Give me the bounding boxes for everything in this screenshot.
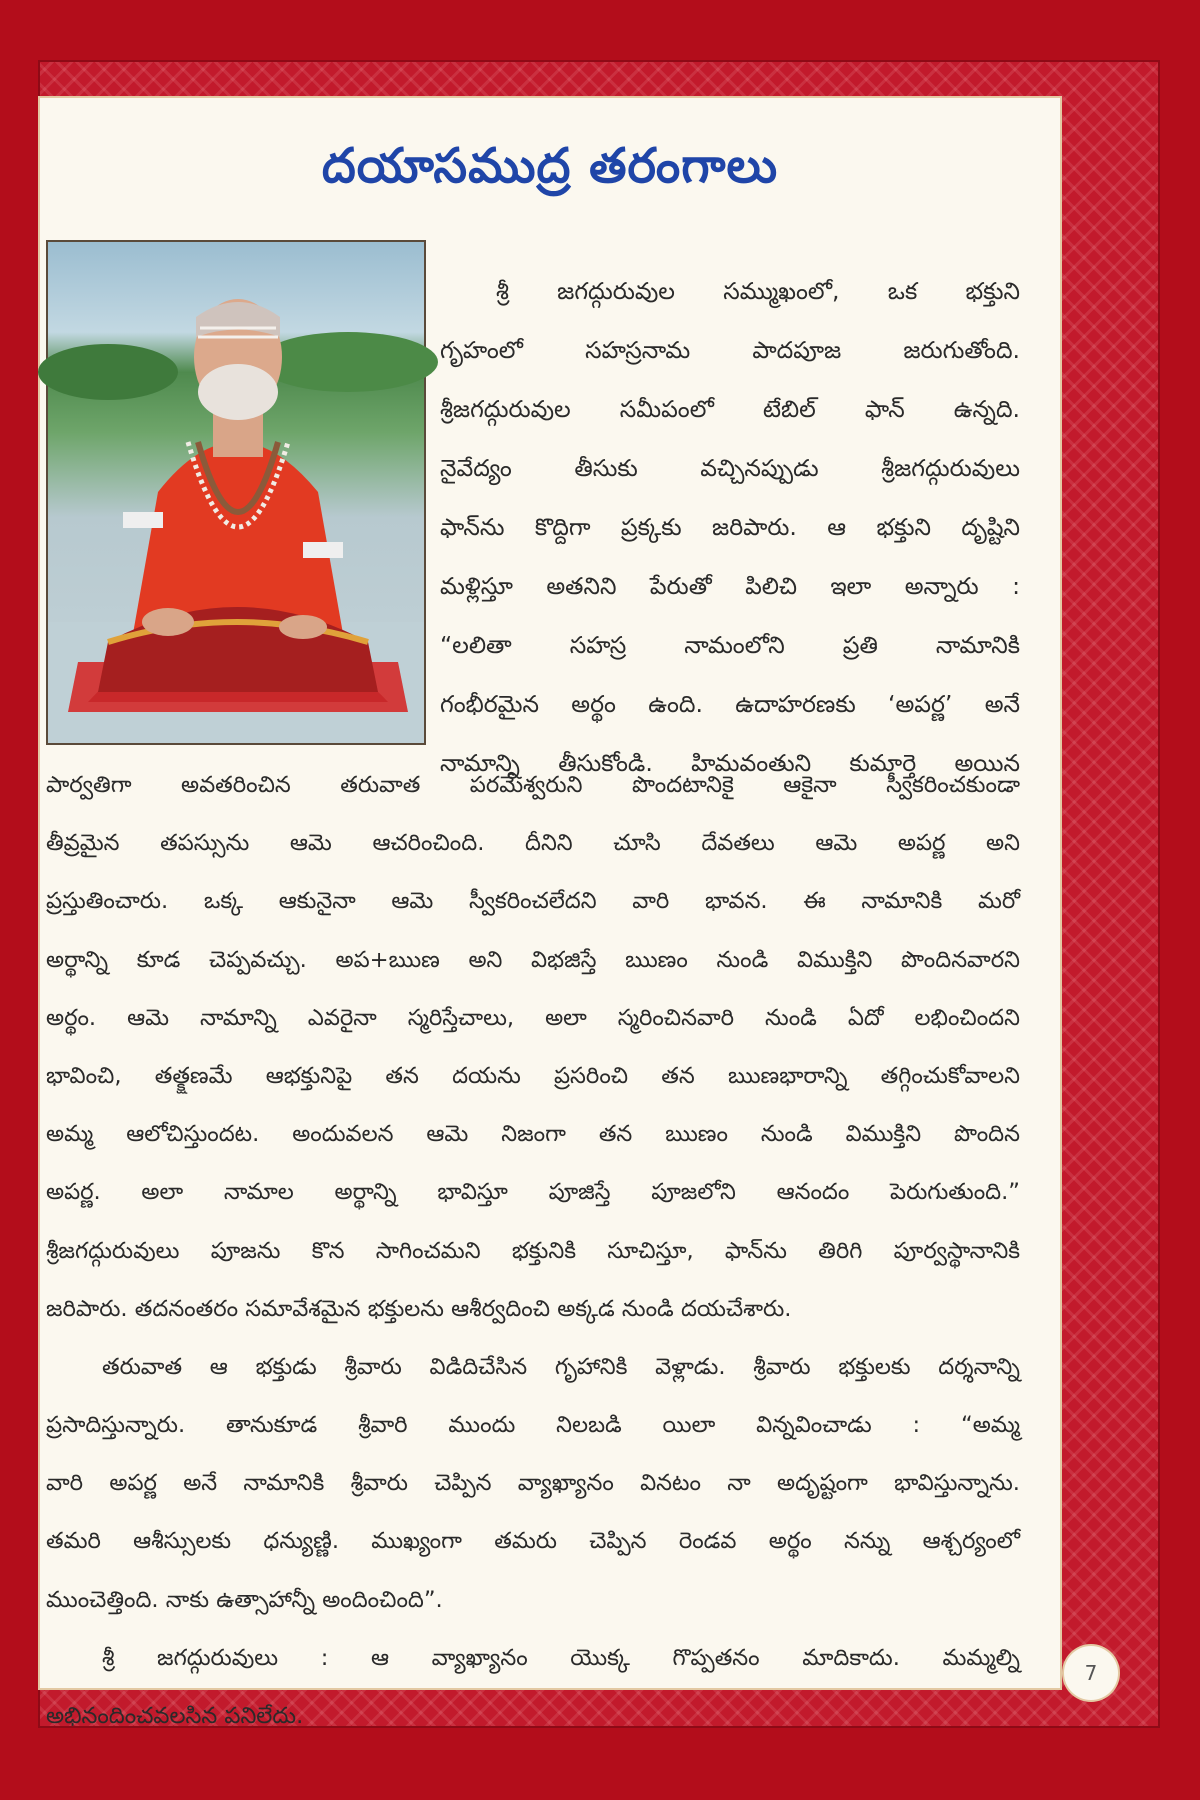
text-line: శ్రీ జగద్గురువులు : ఆ వ్యాఖ్యానం యొక్క గొప్పతనం మాదికాదు. మమ్మల్ని: [102, 1644, 1020, 1671]
text-line: గృహంలో సహస్రనామ పాదపూజ జరుగుతోంది.: [440, 336, 1020, 364]
page-title: దయాసముద్ర తరంగాలు: [321, 138, 779, 194]
text-line: “లలితా సహస్ర నామంలోని ప్రతి నామానికి: [440, 631, 1020, 659]
text-line: అర్థాన్ని కూడ చెప్పవచ్చు. అప+ఋణ అని విభజిస్తే ఋణం నుండి విముక్తిని పొందినవారని: [46, 946, 1020, 973]
text-line: తరువాత ఆ భక్తుడు శ్రీవారు విడిదిచేసిన గృహానికి వెళ్లాడు. శ్రీవారు భక్తులకు దర్శనాన్ని: [102, 1353, 1020, 1380]
text-line: ప్రస్తుతించారు. ఒక్క ఆకునైనా ఆమె స్వీకరించలేదని వారి భావన. ఈ నామానికి మరో: [46, 888, 1020, 915]
page-number: 7: [1064, 1646, 1118, 1700]
text-line: వారి అపర్ణ అనే నామానికి శ్రీవారు చెప్పిన వ్యాఖ్యానం వినటం నా అదృష్టంగా భావిస్తున్నాను.: [46, 1470, 1020, 1497]
page: [40, 98, 1060, 1729]
text-line: అపర్ణ. అలా నామాల అర్థాన్ని భావిస్తూ పూజిస్తే పూజలోని ఆనందం పెరుగుతుంది.”: [46, 1179, 1020, 1206]
text-line: ఫాన్‌ను కొద్దిగా ప్రక్కకు జరిపారు. ఆ భక్తుని దృష్టిని: [440, 513, 1020, 541]
photo-illustration: [48, 242, 424, 743]
text-line: ముంచెత్తింది. నాకు ఉత్సాహాన్నీ అందించింది”.: [46, 1586, 443, 1613]
photo: [46, 240, 426, 745]
text-line: మళ్లిస్తూ అతనిని పేరుతో పిలిచి ఇలా అన్నారు :: [440, 572, 1020, 600]
text-line: అర్థం. ఆమె నామాన్ని ఎవరైనా స్మరిస్తేచాలు, అలా స్మరించినవారి నుండి ఏదో లభించిందని: [46, 1004, 1020, 1031]
text-line: తీవ్రమైన తపస్సును ఆమె ఆచరించింది. దీనిని చూసి దేవతలు ఆమె అపర్ణ అని: [46, 830, 1020, 857]
text-line: నామాన్ని తీసుకోండి. హిమవంతుని కుమార్తె అయిన: [440, 749, 1020, 777]
text-line: శ్రీజగద్గురువుల సమీపంలో టేబిల్ ఫాన్ ఉన్నది.: [440, 395, 1020, 423]
text-line: తమరి ఆశీస్సులకు ధన్యుణ్ణి. ముఖ్యంగా తమరు చెప్పిన రెండవ అర్థం నన్ను ఆశ్చర్యంలో: [46, 1528, 1020, 1555]
wrapped-text-column: [440, 262, 1020, 793]
text-line: అమ్మ ఆలోచిస్తుందట. అందువలన ఆమె నిజంగా తన ఋణం నుండి విముక్తిని పొందిన: [46, 1121, 1020, 1148]
text-line: నైవేద్యం తీసుకు వచ్చినప్పుడు శ్రీజగద్గురువులు: [440, 454, 1020, 482]
text-line: ప్రసాదిస్తున్నారు. తానుకూడ శ్రీవారి ముందు నిలబడి యిలా విన్నవించాడు : “అమ్మ: [46, 1412, 1020, 1439]
text-line: అభినందించవలసిన పనిలేదు.: [46, 1703, 304, 1729]
text-line: జరిపారు. తదనంతరం సమావేశమైన భక్తులను ఆశీర్వదించి అక్కడ నుండి దయచేశారు.: [46, 1295, 792, 1322]
text-line: పార్వతిగా అవతరించిన తరువాత పరమేశ్వరుని పొందటానికై ఆకైనా స్వీకరించకుండా: [46, 772, 1020, 798]
text-line: గంభీరమైన అర్థం ఉంది. ఉదాహరణకు ‘అపర్ణ’ అనే: [440, 690, 1020, 718]
text-line: శ్రీజగద్గురువులు పూజను కొన సాగించమని భక్తునికి సూచిస్తూ, ఫాన్‌ను తిరిగి పూర్వస్థానానికి: [46, 1237, 1020, 1264]
text-line: శ్రీ జగద్గురువుల సమ్ముఖంలో, ఒక భక్తుని: [496, 277, 1020, 305]
full-width-text: [46, 756, 1020, 1745]
text-line: భావించి, తత్క్షణమే ఆభక్తునిపై తన దయను ప్రసరించి తన ఋణభారాన్ని తగ్గించుకోవాలని: [46, 1062, 1020, 1089]
